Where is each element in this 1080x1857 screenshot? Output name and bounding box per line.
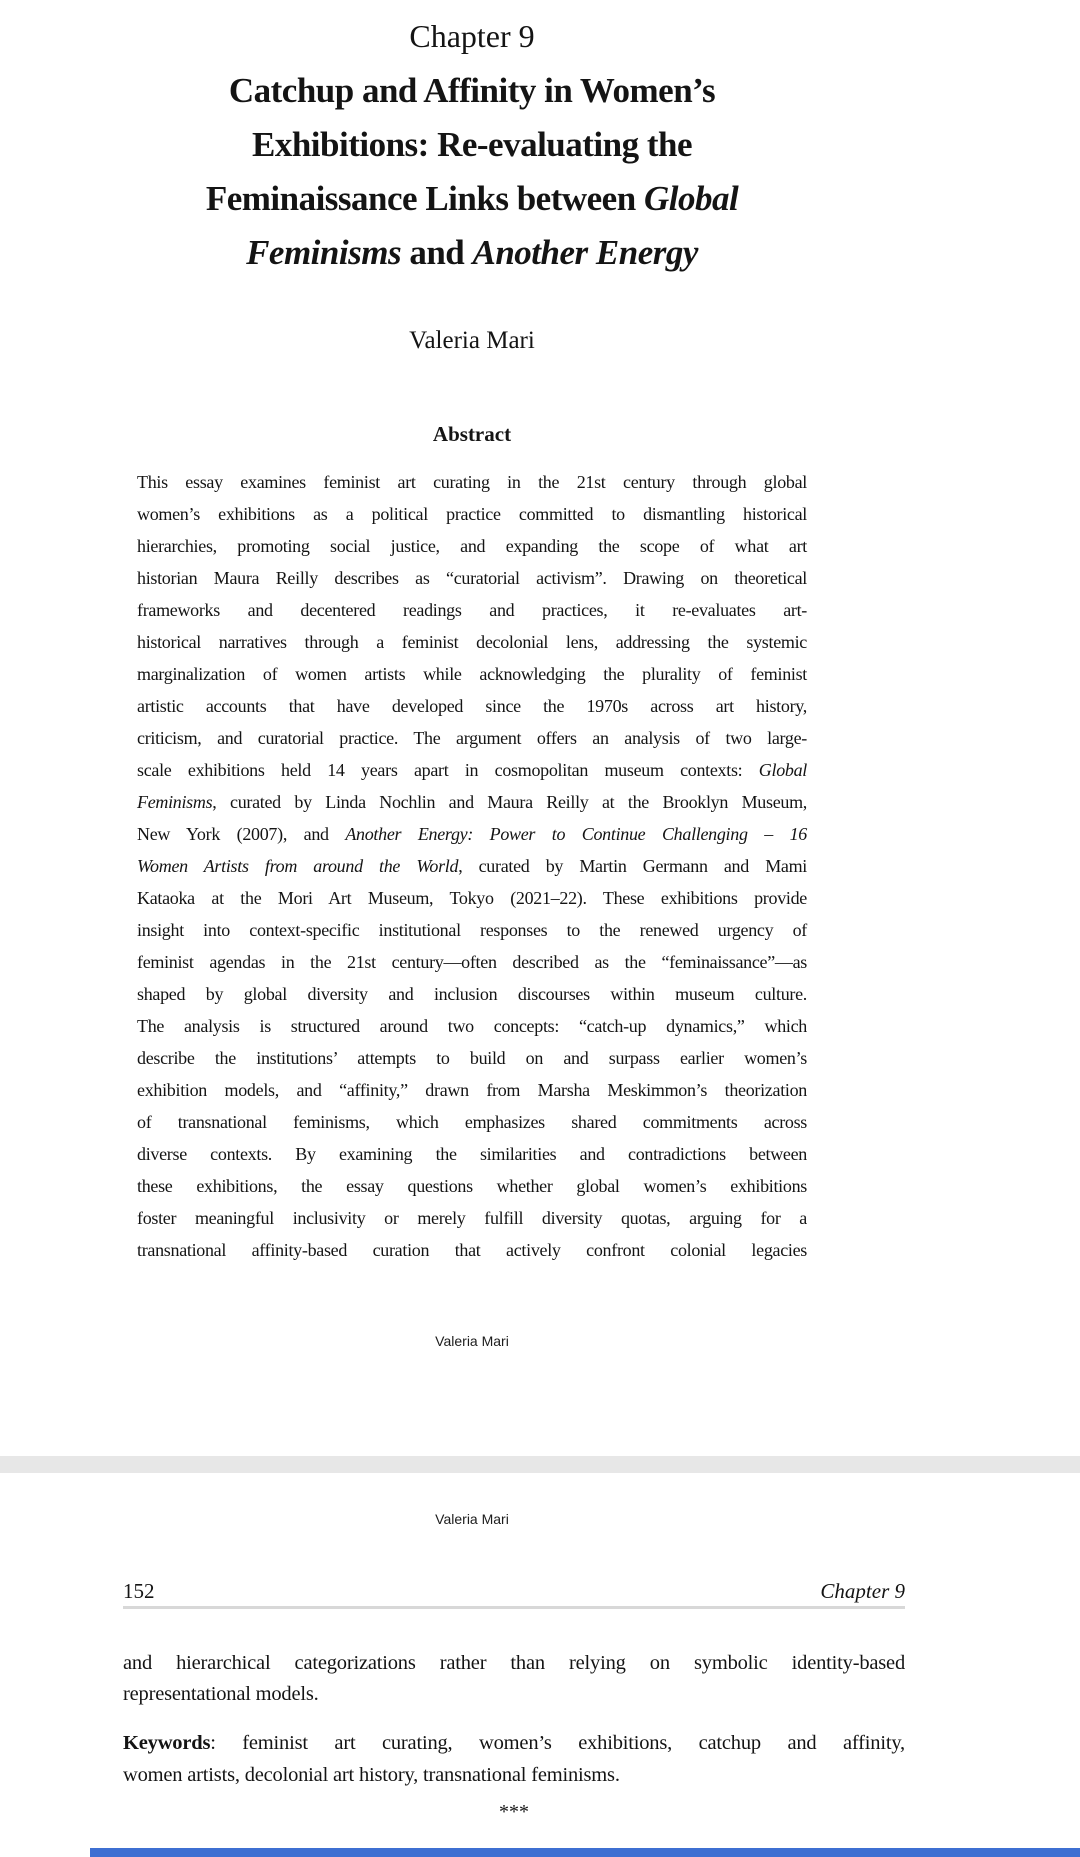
- page-header-row: [123, 1577, 905, 1605]
- abstract-line: describe the institutions’ attempts to build on and surpass earlier women’s: [137, 1048, 807, 1068]
- section-break-asterisks: ***: [499, 1801, 529, 1823]
- abstract-line: Women Artists from around the World, curated by Martin Germann and Mami: [137, 856, 807, 876]
- body-line: representational models.: [123, 1683, 319, 1705]
- body-paragraph: [123, 1648, 905, 1710]
- abstract-line: Feminisms, curated by Linda Nochlin and Maura Reilly at the Brooklyn Museum,: [137, 792, 807, 812]
- page1-footer-author: Valeria Mari: [435, 1333, 509, 1349]
- page-number: 152: [123, 1579, 155, 1603]
- abstract-line: historical narratives through a feminist decolonial lens, addressing the systemic: [137, 632, 807, 652]
- abstract-line: criticism, and curatorial practice. The argument offers an analysis of two large-: [137, 728, 807, 748]
- abstract-line: diverse contexts. By examining the similarities and contradictions between: [137, 1144, 807, 1164]
- abstract-line: The analysis is structured around two concepts: “catch-up dynamics,” which: [137, 1016, 807, 1036]
- abstract-line: scale exhibitions held 14 years apart in cosmopolitan museum contexts: Global: [137, 760, 807, 780]
- body-line: and hierarchical categorizations rather than relying on symbolic identity-based: [123, 1652, 905, 1674]
- abstract-line: artistic accounts that have developed since the 1970s across art history,: [137, 696, 807, 716]
- abstract-line: This essay examines feminist art curating in the 21st century through global: [137, 472, 807, 492]
- header-rule: [123, 1606, 905, 1609]
- chapter-running-title: Chapter 9: [820, 1579, 905, 1603]
- title-line: Feminaissance Links between Global: [205, 179, 739, 218]
- abstract-line: marginalization of women artists while acknowledging the plurality of feminist: [137, 664, 807, 684]
- keywords-line: Keywords: feminist art curating, women’s exhibitions, catchup and affinity,: [123, 1732, 905, 1754]
- abstract-line: feminist agendas in the 21st century—often described as the “feminaissance”—as: [137, 952, 807, 972]
- abstract-line: historian Maura Reilly describes as “curatorial activism”. Drawing on theoretical: [137, 568, 807, 588]
- title-line: Feminisms and Another Energy: [246, 233, 698, 272]
- abstract-line: insight into context-specific institutional responses to the renewed urgency of: [137, 920, 807, 940]
- bottom-accent-bar: [90, 1848, 1080, 1857]
- keywords-paragraph: [123, 1727, 905, 1791]
- title-line: Catchup and Affinity in Women’s: [228, 71, 716, 110]
- abstract-line: women’s exhibitions as a political practice committed to dismantling historical: [137, 504, 807, 524]
- author-name: Valeria Mari: [409, 327, 535, 354]
- abstract-line: hierarchies, promoting social justice, and expanding the scope of what art: [137, 536, 807, 556]
- abstract-line: these exhibitions, the essay questions whether global women’s exhibitions: [137, 1176, 807, 1196]
- chapter-label: Chapter 9: [409, 18, 535, 54]
- abstract-heading: Abstract: [432, 422, 512, 446]
- abstract-line: of transnational feminisms, which emphasizes shared commitments across: [137, 1112, 807, 1132]
- keywords-line: women artists, decolonial art history, transnational feminisms.: [123, 1764, 620, 1786]
- abstract-line: exhibition models, and “affinity,” drawn from Marsha Meskimmon’s theorization: [137, 1080, 807, 1100]
- abstract-line: Kataoka at the Mori Art Museum, Tokyo (2021–22). These exhibitions provide: [137, 888, 807, 908]
- abstract-line: frameworks and decentered readings and practices, it re-evaluates art-: [137, 600, 807, 620]
- abstract-line: transnational affinity-based curation that actively confront colonial legacies: [137, 1240, 807, 1260]
- abstract-line: shaped by global diversity and inclusion discourses within museum culture.: [137, 984, 807, 1004]
- page2-running-head-author: Valeria Mari: [435, 1511, 509, 1527]
- page-separator-band: [0, 1456, 1080, 1473]
- title-line: Exhibitions: Re-evaluating the: [251, 125, 693, 164]
- abstract-line: foster meaningful inclusivity or merely fulfill diversity quotas, arguing for a: [137, 1208, 807, 1228]
- chapter-title: [117, 64, 827, 280]
- abstract-line: New York (2007), and Another Energy: Power to Continue Challenging – 16: [137, 824, 807, 844]
- abstract-paragraph: [137, 466, 807, 1266]
